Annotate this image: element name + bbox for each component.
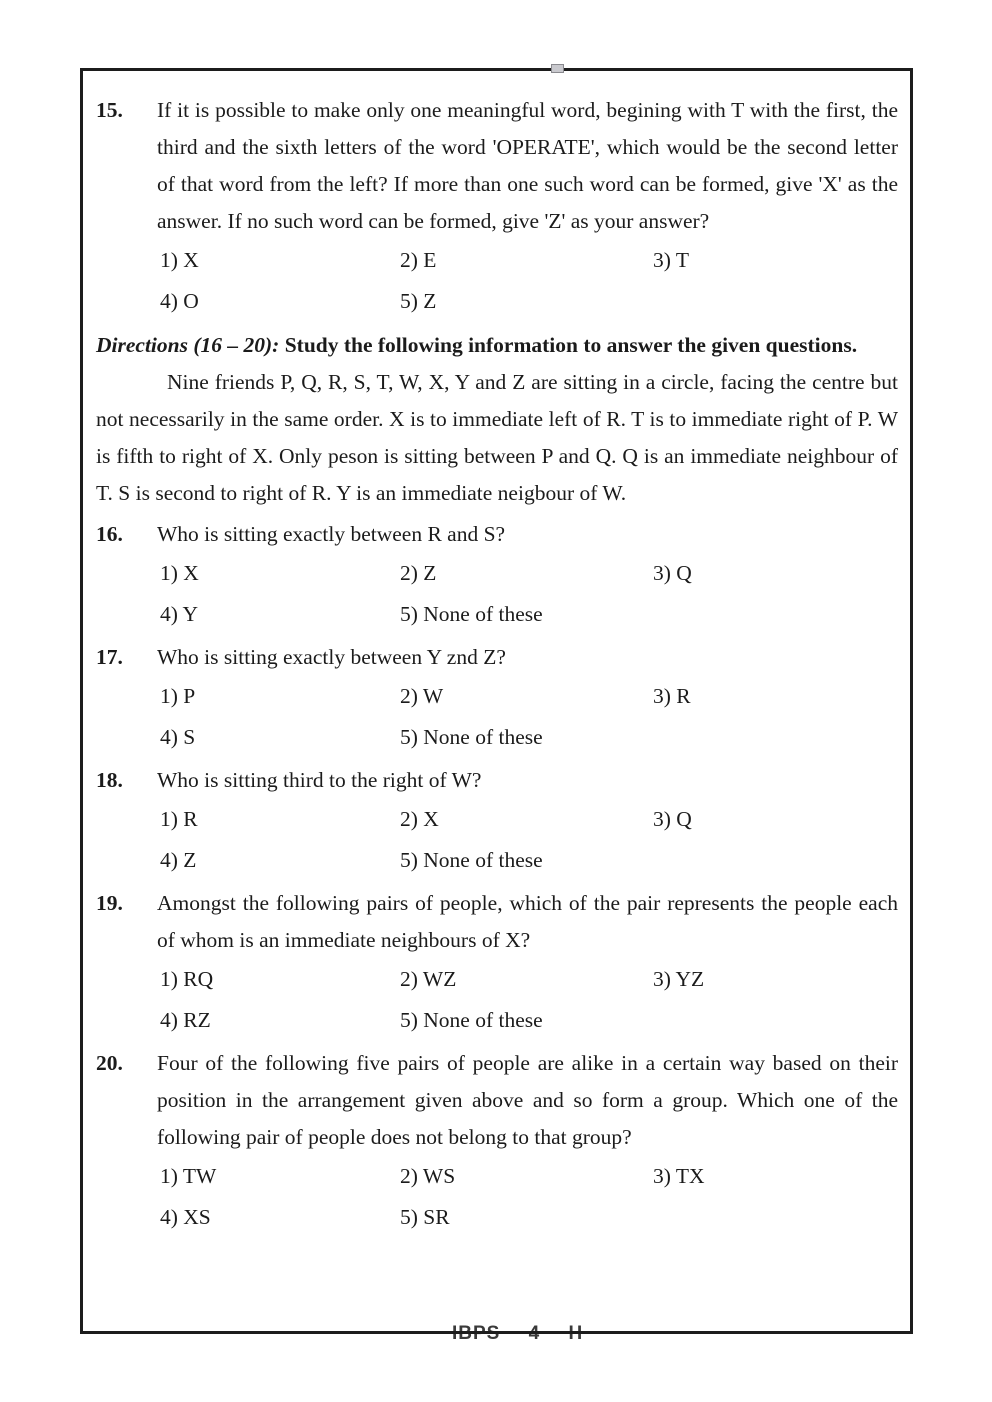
option: 3) T: [653, 248, 690, 272]
option: 5) None of these: [400, 1008, 543, 1032]
option: 4) XS: [160, 1205, 211, 1229]
option: 2) Z: [400, 561, 437, 585]
question-19-options: [157, 959, 898, 1041]
directions-instruction: Study the following information to answer the given questions.: [284, 333, 858, 357]
question-16-options: [157, 553, 898, 635]
question-17-options: [157, 676, 898, 758]
question-15-number: 15.: [96, 98, 123, 122]
question-20-options: [157, 1156, 898, 1238]
option: 2) E: [400, 248, 437, 272]
question-16: [96, 516, 898, 635]
option: 3) Q: [653, 561, 692, 585]
question-15-text: If it is possible to make only one meaningful word, begining with T with the first, the third and the sixth letters of the word 'OPERATE', which would be the second letter of that word from the left? If more than one such word can be formed, give 'X' as the answer. If no such word can be formed, give 'Z' as your answer?: [157, 98, 898, 233]
question-19-text: Amongst the following pairs of people, which of the pair represents the people each of whom is an immediate neighbours of X?: [157, 891, 898, 952]
question-18: [96, 762, 898, 881]
option: 5) None of these: [400, 848, 543, 872]
option: 1) P: [160, 684, 196, 708]
question-16-text: Who is sitting exactly between R and S?: [157, 522, 506, 546]
footer-clipped-text: IBPS 4 H: [452, 1323, 584, 1344]
option: 4) RZ: [160, 1008, 211, 1032]
question-19-number: 19.: [96, 891, 123, 915]
directions-label: Directions (16 – 20):: [96, 333, 280, 357]
option: 3) Q: [653, 807, 692, 831]
option: 1) R: [160, 807, 198, 831]
option: 1) X: [160, 561, 199, 585]
question-paper-page: [80, 68, 913, 1344]
option: 3) YZ: [653, 967, 705, 991]
question-17-text: Who is sitting exactly between Y znd Z?: [157, 645, 506, 669]
question-20-number: 20.: [96, 1051, 123, 1075]
question-15-options: [157, 240, 898, 322]
option: 4) Y: [160, 602, 199, 626]
option: 4) S: [160, 725, 196, 749]
question-20-text: Four of the following five pairs of people are alike in a certain way based on their position in the arrangement given above and so form a group. Which one of the following pair of people does not belong to that group?: [157, 1051, 898, 1149]
option: 4) O: [160, 289, 199, 313]
question-18-text: Who is sitting third to the right of W?: [157, 768, 482, 792]
question-16-number: 16.: [96, 522, 123, 546]
option: 1) X: [160, 248, 199, 272]
directions-heading: [96, 326, 898, 364]
option: 5) None of these: [400, 725, 543, 749]
question-18-options: [157, 799, 898, 881]
question-17: [96, 639, 898, 758]
option: 3) TX: [653, 1164, 705, 1188]
question-17-number: 17.: [96, 645, 123, 669]
question-15: [96, 92, 898, 322]
option: 4) Z: [160, 848, 197, 872]
option: 1) RQ: [160, 967, 214, 991]
question-18-number: 18.: [96, 768, 123, 792]
option: 1) TW: [160, 1164, 217, 1188]
scan-artifact-top: [551, 64, 564, 73]
question-20: [96, 1045, 898, 1238]
option: 2) X: [400, 807, 439, 831]
option: 5) None of these: [400, 602, 543, 626]
directions-paragraph: Nine friends P, Q, R, S, T, W, X, Y and Z are sitting in a circle, facing the centre but not necessarily in the same order. X is to immediate left of R. T is to immediate right of P. W is fifth to right of X. Only peson is sitting between P and Q. Q is an immediate neighbour of T. S is second to right of R. Y is an immediate neigbour of W.: [96, 370, 898, 505]
option: 2) W: [400, 684, 444, 708]
option: 5) SR: [400, 1205, 450, 1229]
option: 2) WS: [400, 1164, 456, 1188]
option: 3) R: [653, 684, 691, 708]
question-19: [96, 885, 898, 1041]
option: 2) WZ: [400, 967, 457, 991]
option: 5) Z: [400, 289, 437, 313]
